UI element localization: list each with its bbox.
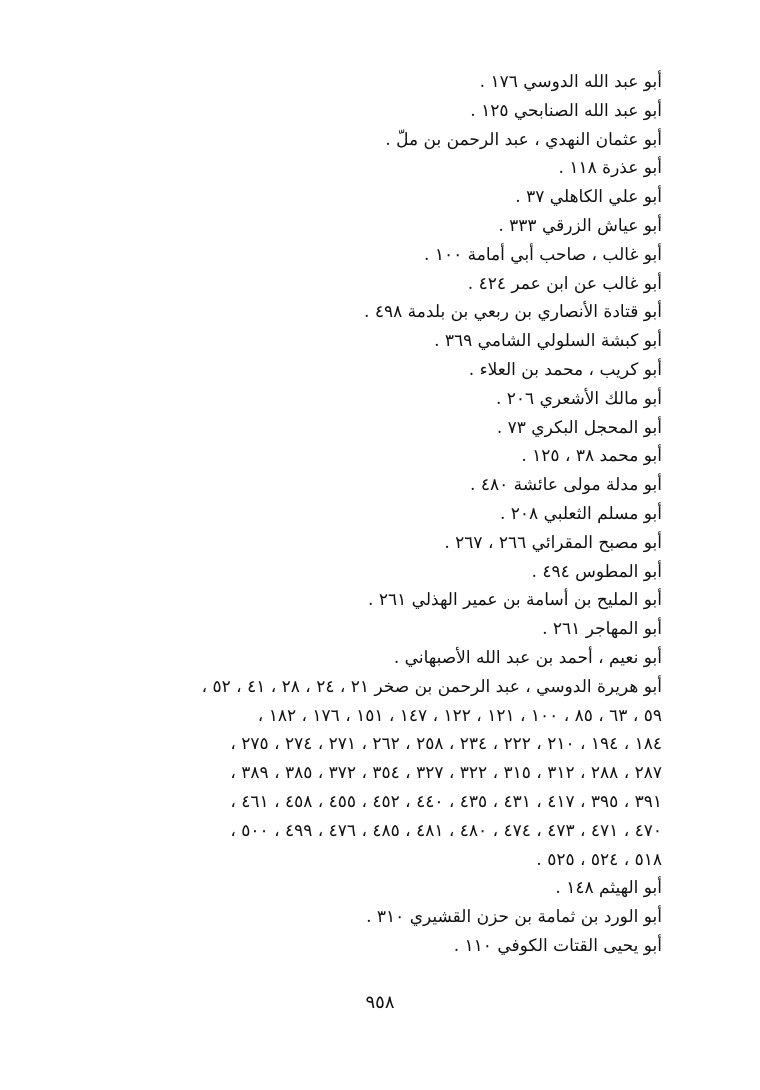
abu-hurayra-line: ٤٧٠ ، ٤٧١ ، ٤٧٣ ، ٤٧٤ ، ٤٨٠ ، ٤٨١ ، ٤٨٥ ، ٤٧٦ ، ٤٩٩ ، ٥٠٠ ، [230,820,662,841]
index-entry: أبو قتادة الأنصاري بن ربعي بن بلدمة ٤٩٨ . [364,302,662,323]
index-page [96,68,662,961]
index-entry: أبو عثمان النهدي ، عبد الرحمن بن ملّ . [385,129,662,150]
index-entry: أبو غالب ، صاحب أبي أمامة ١٠٠ . [424,244,662,265]
abu-hurayra-line: ٥١٨ ، ٥٢٤ ، ٥٢٥ . [536,849,662,870]
index-entry: أبو عذرة ١١٨ . [558,158,662,179]
index-entry: أبو غالب عن ابن عمر ٤٢٤ . [467,273,662,294]
abu-hurayra-line: ١٨٤ ، ١٩٤ ، ٢١٠ ، ٢٢٢ ، ٢٣٤ ، ٢٥٨ ، ٢٦٢ ، ٢٧١ ، ٢٧٤ ، ٢٧٥ ، [230,734,662,755]
index-entry: أبو الهيثم ١٤٨ . [555,878,662,899]
index-entry: أبو نعيم ، أحمد بن عبد الله الأصبهاني . [393,647,662,668]
index-entry: أبو كريب ، محمد بن العلاء . [468,359,662,380]
index-entry: أبو يحيى القتات الكوفي ١١٠ . [453,935,662,956]
index-entry: أبو عبد الله الصنابحي ١٢٥ . [470,100,662,121]
index-entry: أبو مدلة مولى عائشة ٤٨٠ . [470,475,662,496]
abu-hurayra-line: أبو هريرة الدوسي ، عبد الرحمن بن صخر ٢١ ، ٢٤ ، ٢٨ ، ٤١ ، ٥٢ ، [201,676,662,697]
index-entry: أبو مالك الأشعري ٢٠٦ . [495,388,662,409]
name-index-list [96,68,662,961]
index-entry: أبو مسلم الثعلبي ٢٠٨ . [499,503,662,524]
index-entry: أبو مصبح المقرائي ٢٦٦ ، ٢٦٧ . [444,532,662,553]
index-entry: أبو المحجل البكري ٧٣ . [496,417,662,438]
page-number: ٩٥٨ [365,992,395,1013]
abu-hurayra-line: ٥٩ ، ٦٣ ، ٨٥ ، ١٠٠ ، ١٢١ ، ١٢٢ ، ١٤٧ ، ١٥١ ، ١٧٦ ، ١٨٢ ، [257,705,662,726]
index-entry: أبو عبد الله الدوسي ١٧٦ . [479,72,662,92]
index-entry: أبو الورد بن ثمامة بن حزن القشيري ٣١٠ . [366,907,662,928]
index-entry-abu-hurayra [96,673,662,875]
abu-hurayra-line: ٣٩١ ، ٣٩٥ ، ٤١٧ ، ٤٣١ ، ٤٣٥ ، ٤٤٠ ، ٤٥٢ ، ٤٥٥ ، ٤٥٨ ، ٤٦١ ، [230,791,662,812]
abu-hurayra-line: ٢٨٧ ، ٢٨٨ ، ٣١٢ ، ٣١٥ ، ٣٢٢ ، ٣٢٧ ، ٣٥٤ ، ٣٧٢ ، ٣٨٥ ، ٣٨٩ ، [230,763,662,784]
index-entry: أبو المهاجر ٢٦١ . [542,619,662,640]
index-entry: أبو محمد ٣٨ ، ١٢٥ . [521,446,662,467]
index-entry: أبو عياش الزرقي ٣٣٣ . [498,215,662,236]
index-entry: أبو كبشة السلولي الشامي ٣٦٩ . [434,331,662,352]
index-entry: أبو المليح بن أسامة بن عمير الهذلي ٢٦١ . [368,590,662,611]
index-entry: أبو المطوس ٤٩٤ . [531,561,662,582]
index-entry: أبو علي الكاهلي ٣٧ . [515,187,662,208]
